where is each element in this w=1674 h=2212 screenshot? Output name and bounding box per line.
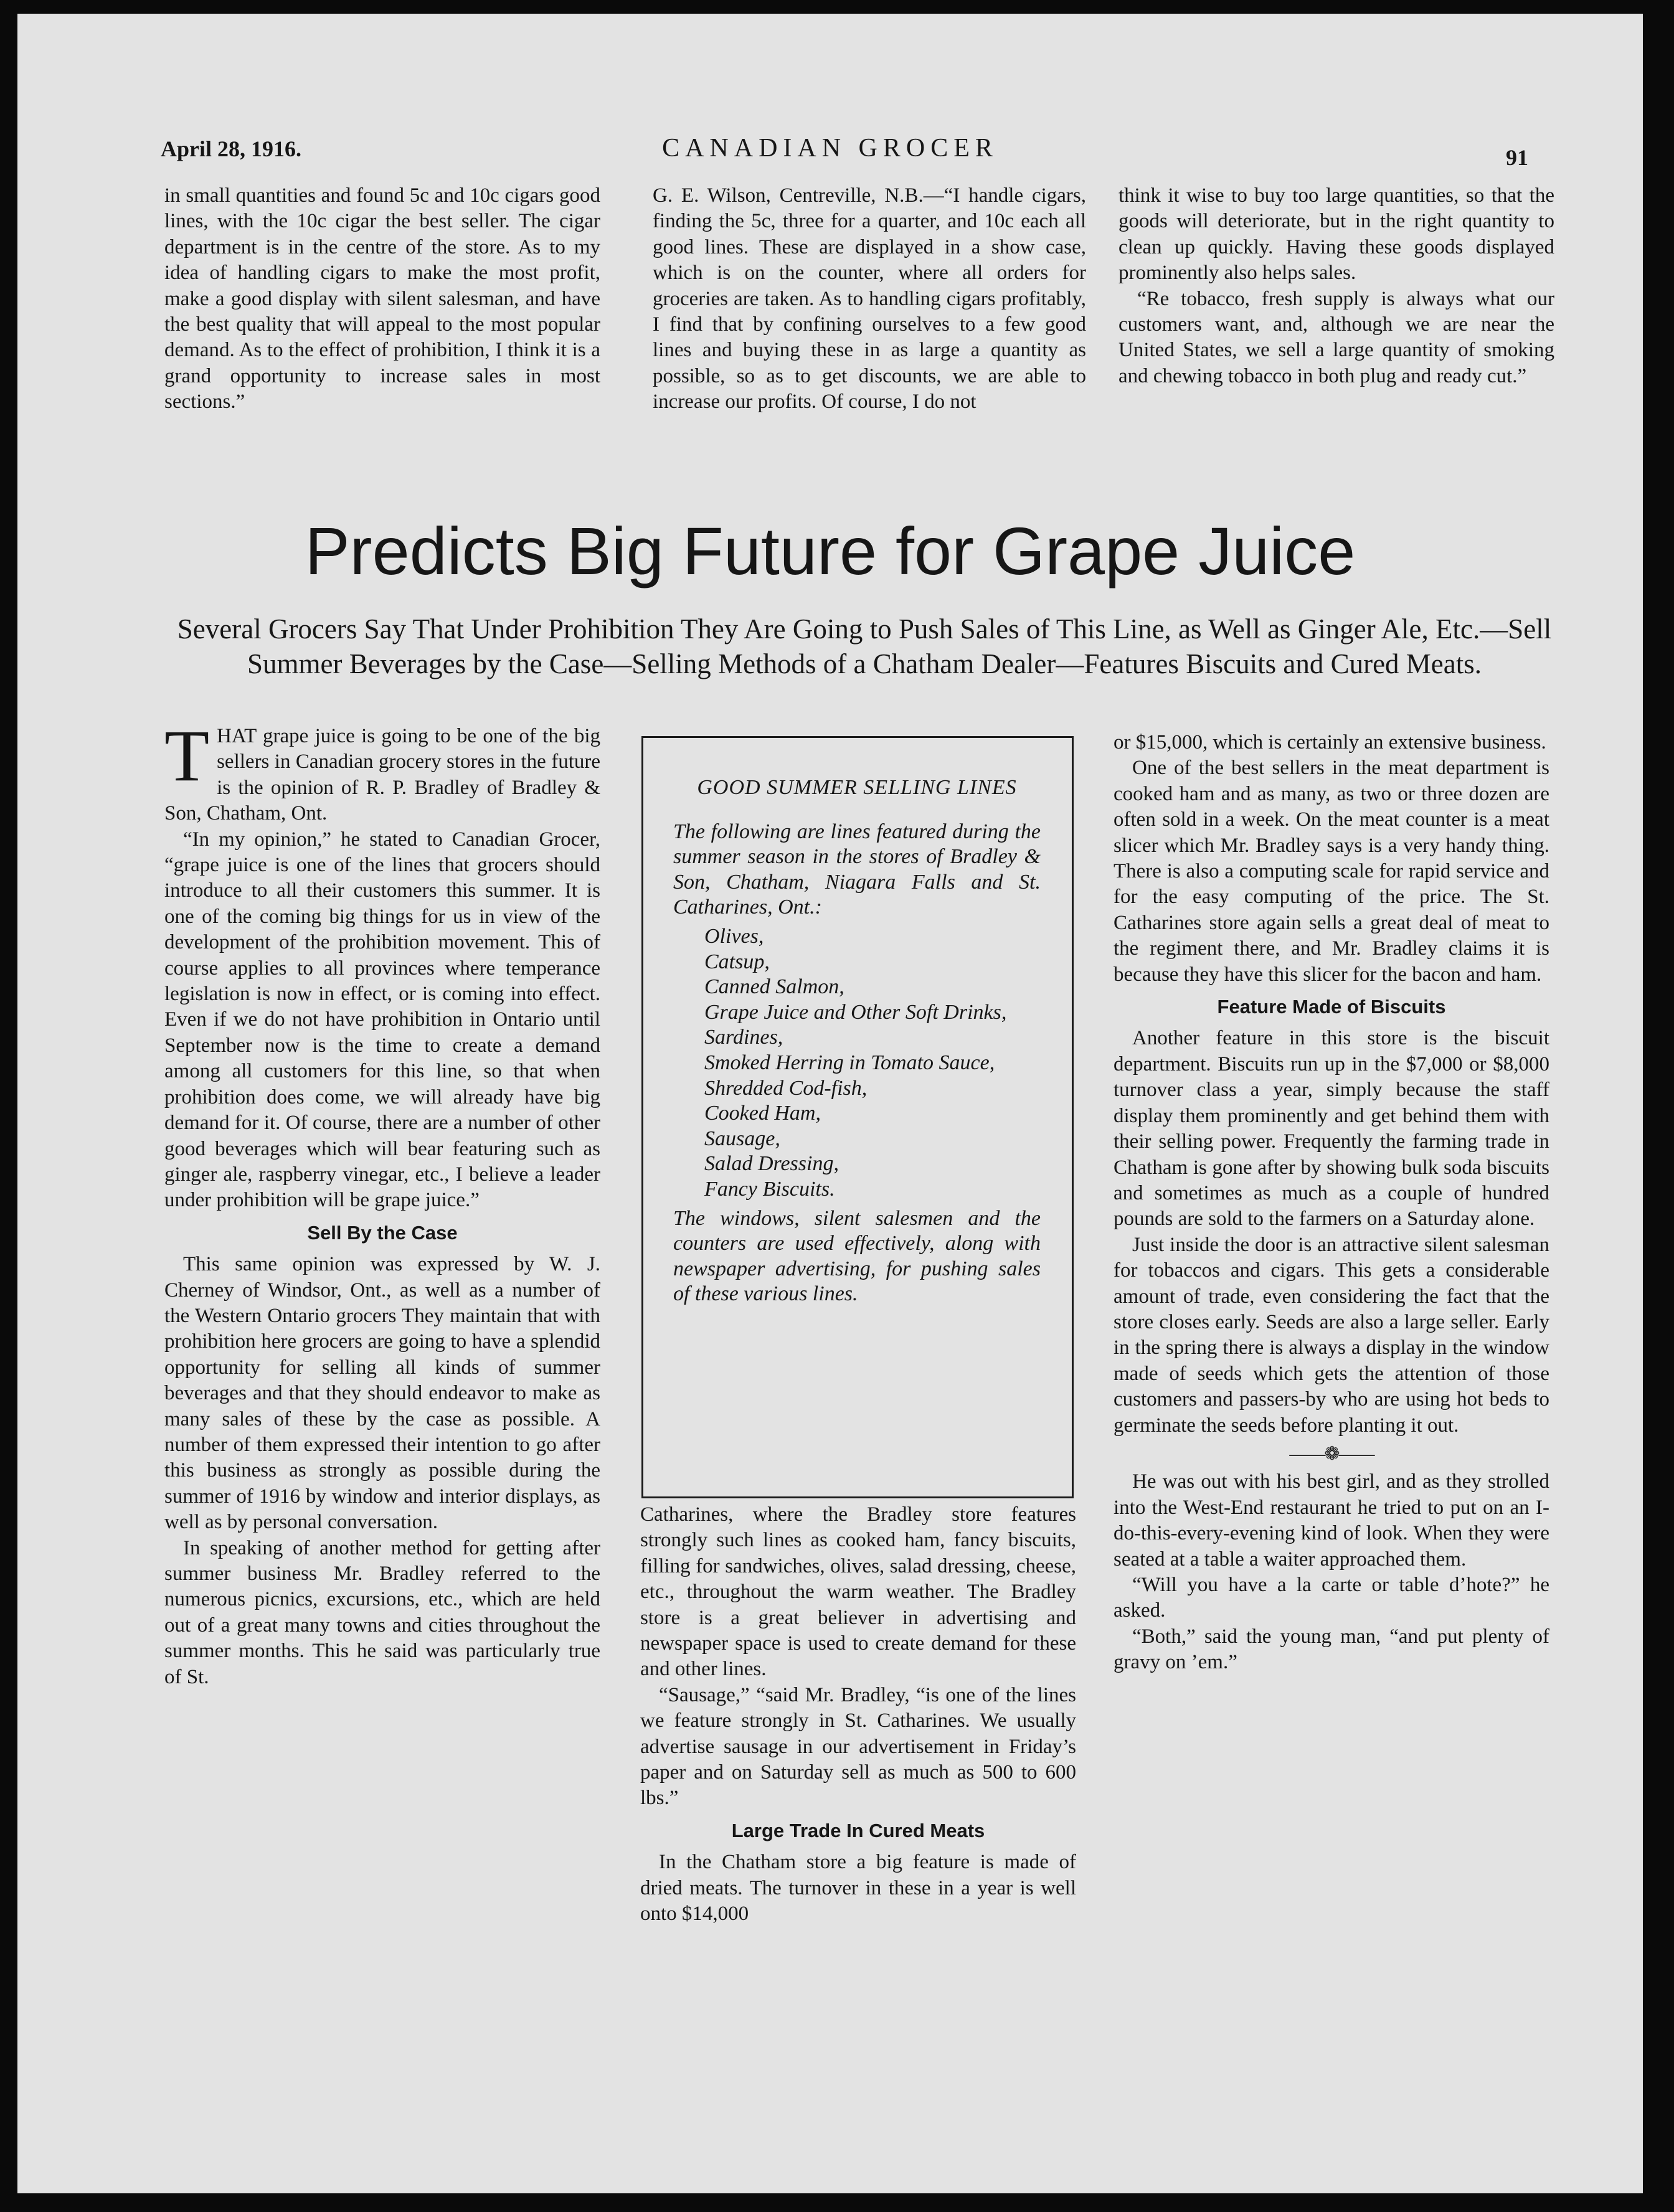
article-subheadline: Several Grocers Say That Under Prohibition They Are Going to Push Sales of This Line, as Well as Ginger Ale, Etc.—Sell Summer Beverages by the Case—Selling Methods of a Chatham Dealer—Features Biscuits and Cured Meats. (177, 613, 1552, 679)
newspaper-page (17, 14, 1643, 2193)
top-column-3 (1118, 183, 1554, 389)
paragraph: He was out with his best girl, and as they strolled into the West-End restaurant he tried to put on an I-do-this-every-evening kind of look. When they were seated at a table a waiter approached them. (1114, 1470, 1549, 1571)
top-col3-text-1: think it wise to buy too large quantities, so that the goods will deteriorate, but in the right quantity to clean up quickly. Having these goods displayed prominently also helps sales. (1118, 184, 1554, 285)
publication-title: CANADIAN GROCER (662, 134, 998, 163)
top-column-2 (653, 183, 1086, 415)
drop-cap: T (164, 715, 210, 796)
paragraph: Just inside the door is an attractive silent salesman for tobaccos and cigars. This gets a considerable amount of trade, even considering the fact that the store closes early. Seeds are also a large seller. Early in the spring there is always a display in the window made of seeds which gets the attention of those customers and passers-by who are using hot beds to germinate the seeds before planting it out. (1114, 1233, 1549, 1437)
paragraph: Catharines, where the Bradley store features strongly such lines as cooked ham, fancy biscuits, filling for sandwiches, olives, salad dressing, cheese, etc., throughout the warm weather. The Bradley store is a great believer in advertising and newspaper space is used to create demand for these and other lines. (640, 1503, 1076, 1681)
article-column-1 (164, 715, 600, 1690)
list-item: Salad Dressing, (704, 1152, 839, 1176)
box-outro: The windows, silent salesmen and the counters are used effectively, along with newspaper advertising, for pushing sales of these various lines. (673, 1206, 1041, 1306)
box-intro: The following are lines featured during the summer season in the stores of Bradley & Son, Chatham, Niagara Falls and St. Catharines, Ont.: (673, 820, 1041, 919)
list-item: Cooked Ham, (704, 1102, 821, 1125)
issue-date: April 28, 1916. (161, 136, 302, 161)
box-item-list (673, 924, 1041, 1203)
paragraph: In the Chatham store a big feature is made of dried meats. The turnover in these in a year is well onto $14,000 (640, 1851, 1076, 1926)
paragraph: “Sausage,” “said Mr. Bradley, “is one of the lines we feature strongly in St. Catharines. We usually advertise sausage in our advertisement in Friday’s paper and on Saturday sell as much as 500 to 600 lbs.” (640, 1683, 1076, 1810)
paragraph: This same opinion was expressed by W. J. Cherney of Windsor, Ont., as well as a number of the Western Ontario grocers They maintain that with prohibition here grocers are going to have a splendid opportunity for selling all kinds of summer beverages and that they should endeavor to make as many sales of these by the case as possible. A number of them expressed their intention to go after this business as strongly as possible during the summer of 1916 by window and interior displays, as well as by personal conversation. (164, 1253, 600, 1534)
list-item: Fancy Biscuits. (704, 1177, 835, 1201)
divider-ornament-icon: ——❁—— (1289, 1443, 1374, 1464)
subheading-sell-by-case: Sell By the Case (307, 1221, 458, 1244)
list-item: Shredded Cod-fish, (704, 1076, 868, 1100)
paragraph: “Both,” said the young man, “and put plenty of gravy on ’em.” (1114, 1625, 1549, 1674)
paragraph: or $15,000, which is certainly an extensive business. (1114, 731, 1546, 754)
box-title: GOOD SUMMER SELLING LINES (697, 776, 1017, 799)
list-item: Canned Salmon, (704, 975, 844, 999)
list-item: Grape Juice and Other Soft Drinks, (704, 1000, 1007, 1024)
list-item: Smoked Herring in Tomato Sauce, (704, 1051, 995, 1074)
list-item: Olives, (704, 924, 764, 948)
top-column-1 (164, 183, 600, 415)
list-item: Sardines, (704, 1026, 783, 1049)
subheading-cured-meats: Large Trade In Cured Meats (731, 1819, 985, 1841)
lead-text: HAT grape juice is going to be one of the big sellers in Canadian grocery stores in the future is the opinion of R. P. Bradley of Bradley & Son, Chatham, Ont. (164, 725, 600, 825)
page-number: 91 (1506, 145, 1528, 170)
top-col3-text-2: “Re tobacco, fresh supply is always what our customers want, and, although we are near the United States, we sell a large quantity of smoking and chewing tobacco in both plug and ready cut.” (1118, 287, 1554, 387)
lead-paragraph (164, 715, 600, 827)
paragraph: One of the best sellers in the meat department is cooked ham and as many, as two or three dozen are often sold in a week. On the meat counter is a meat slicer which Mr. Bradley says is a very handy thing. There is also a computing scale for rapid service and for the easy computing of the price. The St. Catharines store again sells a great deal of meat to the regiment there, and Mr. Bradley claims it is because they have this slicer for the bacon and ham. (1114, 757, 1549, 986)
article-column-3 (1114, 730, 1549, 1676)
paragraph: “In my opinion,” he stated to Canadian Grocer, “grape juice is one of the lines that grocers should introduce to all their customers this summer. It is one of the coming big things for us in view of the development of the prohibition movement. This of course applies to all provinces where temperance legislation is now in effect, or is coming into effect. Even if we do not have prohibition in Ontario until September now is the time to create a demand among all customers for this line, so that when prohibition does come, we will already have big demand for it. Of course, there are a number of other good beverages which will bear featuring such as ginger ale, raspberry vinegar, etc., I believe a leader under prohibition will be grape juice.” (164, 828, 600, 1212)
article-headline: Predicts Big Future for Grape Juice (305, 513, 1356, 588)
paragraph: Another feature in this store is the biscuit department. Biscuits run up in the $7,000 or $8,000 turnover class a year, simply because the staff display them prominently and get behind them with their selling power. Frequently the farming trade in Chatham is gone after by showing bulk soda biscuits and sometimes as much as a couple of hundred pounds are sold to the farmers on a Saturday alone. (1114, 1027, 1549, 1231)
list-item: Catsup, (704, 950, 770, 973)
paragraph: “Will you have a la carte or table d’hote?” he asked. (1114, 1574, 1549, 1622)
list-item: Sausage, (704, 1127, 780, 1150)
subheading-biscuits: Feature Made of Biscuits (1217, 996, 1446, 1018)
top-col1-text: in small quantities and found 5c and 10c cigars good lines, with the 10c cigar the best seller. The cigar department is in the centre of the store. As to my idea of handling cigars to make the most profit, make a good display with silent salesman, and have the best quality that will appeal to the most popular demand. As to the effect of prohibition, I think it is a grand opportunity to increase sales in most sections.” (164, 184, 600, 414)
article-column-2 (640, 1502, 1076, 1927)
top-col2-text: G. E. Wilson, Centreville, N.B.—“I handle cigars, finding the 5c, three for a quarter, and 10c each all good lines. These are displayed in a show case, which is on the counter, where all orders for groceries are taken. As to handling cigars profitably, I find that by confining ourselves to a few good lines and buying these in as large a quantity as possible, so as to get discounts, we are able to increase our profits. Of course, I do not (653, 184, 1086, 414)
sidebar-box (641, 736, 1074, 1498)
paragraph: In speaking of another method for getting after summer business Mr. Bradley referred to the numerous picnics, excursions, etc., which are held out of a great many towns and cities throughout the summer months. This he said was particularly true of St. (164, 1536, 600, 1688)
